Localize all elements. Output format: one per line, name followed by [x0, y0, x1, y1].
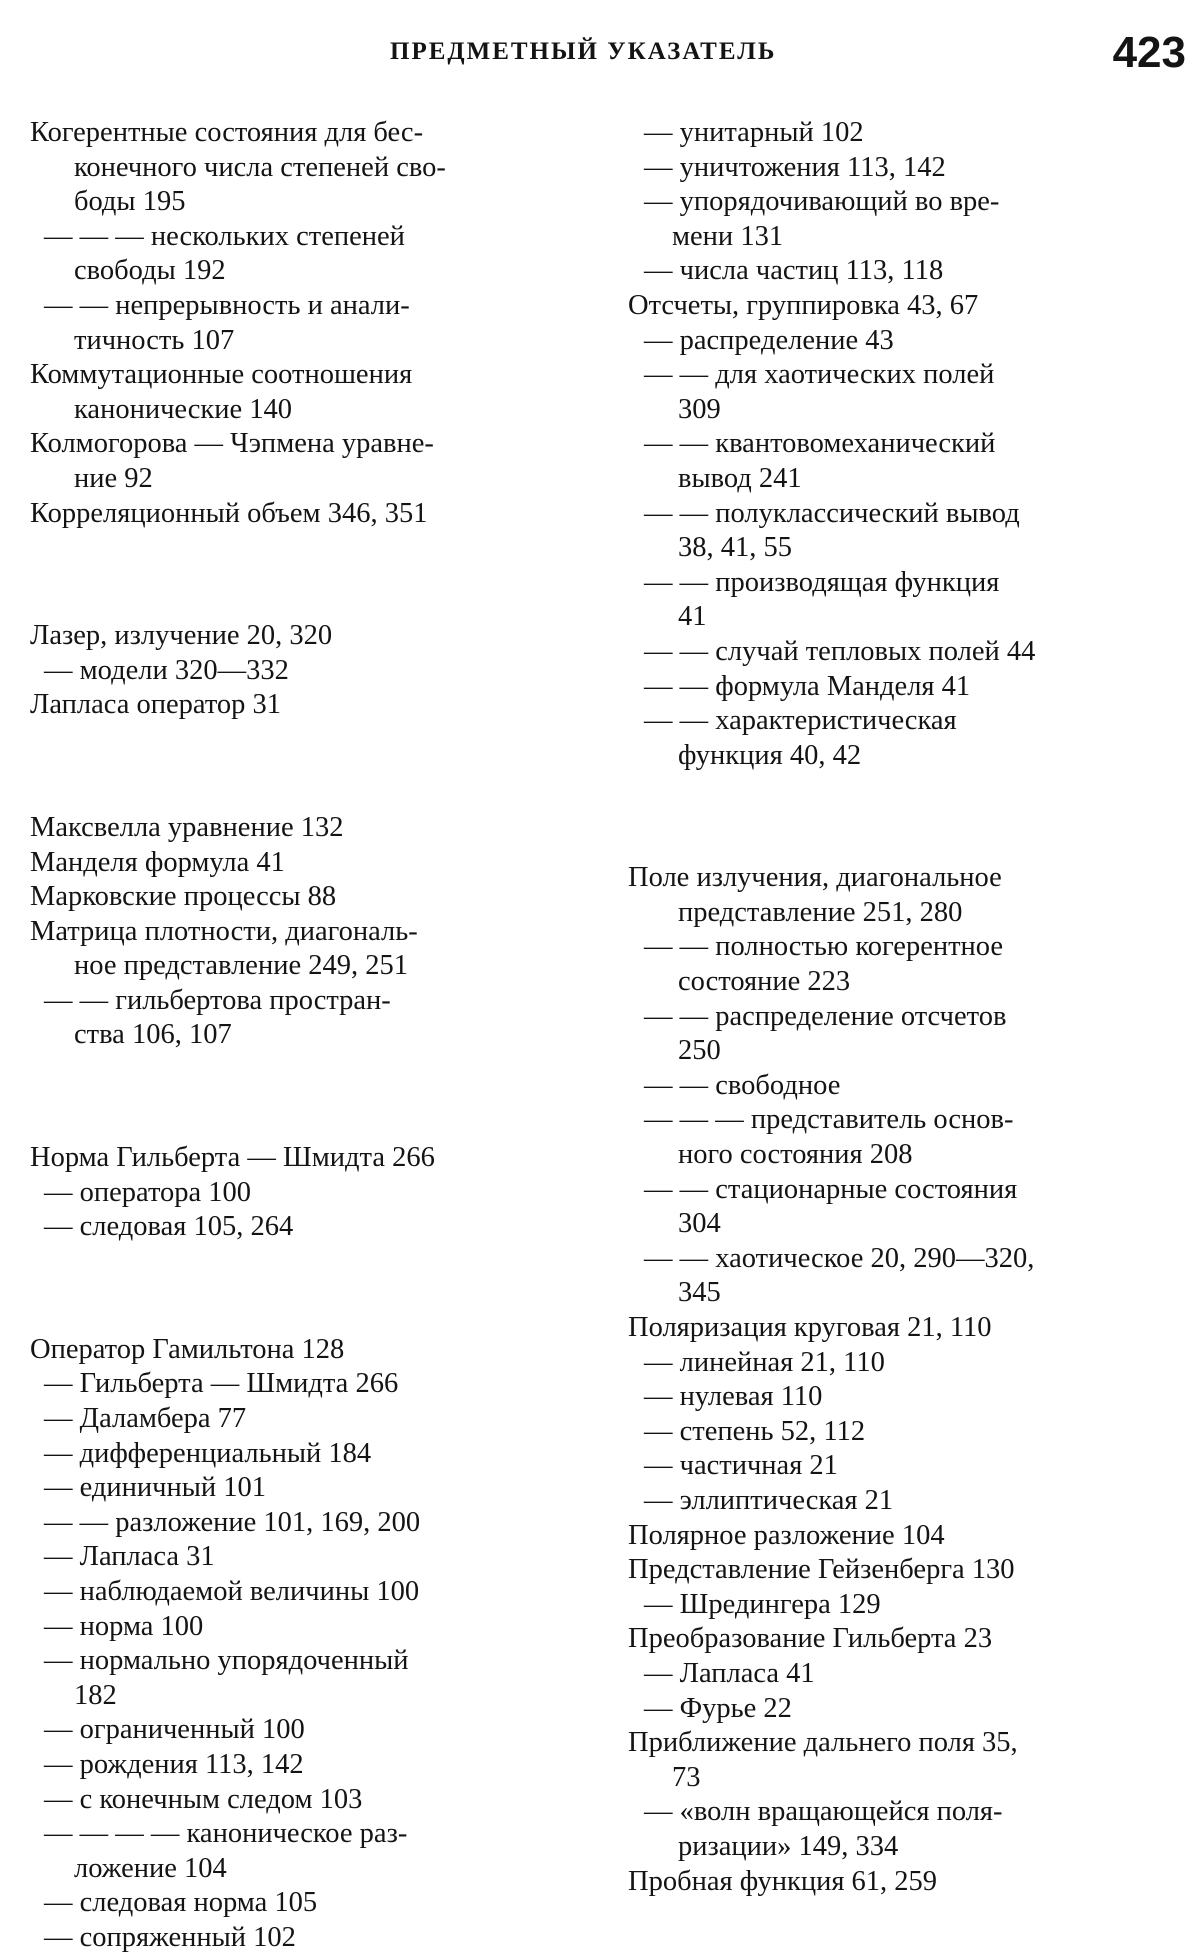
index-line: функция 40, 42 [678, 739, 862, 771]
index-line: Полярное разложение 104 [628, 1519, 945, 1551]
index-line: состояние 223 [678, 966, 851, 998]
index-line: — — характеристическая [644, 705, 957, 737]
index-line: — «волн вращающейся поля- [644, 1796, 1003, 1828]
index-line: 182 [74, 1679, 117, 1711]
index-line: Коммутационные соотношения [30, 359, 413, 391]
index-line: — Гильберта — Шмидта 266 [44, 1368, 399, 1400]
index-line: канонические 140 [74, 393, 293, 425]
index-line: 41 [678, 601, 707, 633]
index-line: — — формула Манделя 41 [644, 670, 971, 702]
index-line: ние 92 [74, 462, 153, 494]
index-line: Лапласа оператор 31 [30, 689, 282, 721]
index-line: — — полностью когерентное [644, 931, 1004, 963]
index-line: Корреляционный объем 346, 351 [30, 497, 428, 529]
index-line: — — разложение 101, 169, 200 [44, 1506, 421, 1538]
index-line: Приближение дальнего поля 35, [628, 1727, 1018, 1759]
index-line: Лазер, излучение 20, 320 [30, 620, 333, 652]
index-line: Манделя формула 41 [30, 846, 285, 878]
index-line: ное представление 249, 251 [74, 950, 408, 982]
index-line: — — непрерывность и анали- [44, 289, 410, 321]
index-line: — наблюдаемой величины 100 [44, 1576, 420, 1607]
index-line: — — случай тепловых полей 44 [644, 635, 1036, 667]
index-line: — — для хаотических полей [644, 359, 995, 391]
index-line: 250 [678, 1035, 721, 1067]
index-line: вывод 241 [678, 462, 802, 494]
index-line: Поляризация круговая 21, 110 [628, 1312, 992, 1343]
index-line: Отсчеты, группировка 43, 67 [628, 289, 979, 321]
index-line: 73 [672, 1761, 701, 1793]
index-line: — с конечным следом 103 [44, 1783, 363, 1815]
index-line: — эллиптическая 21 [644, 1484, 894, 1516]
index-line: — — производящая функция [644, 566, 1000, 598]
index-line: Когерентные состояния для бес- [30, 117, 424, 148]
index-line: — нормально упорядоченный [44, 1645, 409, 1677]
index-line: — ограниченный 100 [44, 1714, 305, 1746]
index-line: — — — представитель основ- [644, 1104, 1014, 1136]
index-line: — Шредингера 129 [644, 1588, 881, 1620]
index-line: — следовая 105, 264 [44, 1211, 294, 1243]
index-line: Представление Гейзенберга 130 [628, 1554, 1015, 1586]
page-number: 423 [1112, 28, 1186, 77]
index-line: — — распределение отсчетов [644, 1000, 1007, 1032]
index-line: мени 131 [672, 220, 784, 252]
left-column [30, 116, 590, 1956]
index-line: Норма Гильберта — Шмидта 266 [30, 1142, 435, 1174]
index-line: ного состояния 208 [678, 1139, 913, 1171]
index-line: — норма 100 [44, 1610, 204, 1642]
index-line: конечного числа степеней сво- [74, 151, 446, 183]
index-line: 345 [678, 1277, 721, 1309]
index-line: Поле излучения, диагональное [628, 862, 1002, 894]
index-line: — сопряженный 102 [44, 1921, 296, 1953]
index-line: Преобразование Гильберта 23 [628, 1623, 993, 1655]
index-line: — числа частиц 113, 118 [644, 255, 944, 287]
running-header [0, 28, 1200, 88]
index-line: 309 [678, 393, 721, 425]
index-line: — оператора 100 [44, 1176, 252, 1208]
index-line: — распределение 43 [644, 324, 894, 356]
index-line: — Фурье 22 [644, 1692, 792, 1724]
index-line: ложение 104 [74, 1852, 227, 1884]
index-line: — — квантовомеханический [644, 428, 996, 460]
index-line: — Лапласа 41 [644, 1657, 815, 1689]
index-line: — нулевая 110 [644, 1381, 823, 1413]
index-line: свободы 192 [74, 255, 226, 287]
index-line: — модели 320—332 [44, 654, 289, 686]
index-line: — упорядочивающий во вре- [644, 186, 1000, 218]
index-line: — дифференциальный 184 [44, 1437, 372, 1469]
index-line: 304 [678, 1208, 721, 1240]
index-line: Максвелла уравнение 132 [30, 811, 344, 843]
index-line: — рождения 113, 142 [44, 1748, 304, 1780]
index-line: — — свободное [644, 1069, 841, 1101]
index-line: ства 106, 107 [74, 1019, 232, 1051]
index-line: ризации» 149, 334 [678, 1830, 899, 1862]
index-line: боды 195 [74, 186, 186, 218]
index-line: — — хаотическое 20, 290—320, [644, 1242, 1035, 1274]
index-line: — — — нескольких степеней [44, 220, 405, 252]
index-line: Пробная функция 61, 259 [628, 1865, 938, 1897]
index-line: — линейная 21, 110 [644, 1346, 885, 1378]
index-line: — Даламбера 77 [44, 1403, 247, 1435]
index-line: — — гильбертова простран- [44, 984, 391, 1016]
index-line: — Лапласа 31 [44, 1541, 215, 1573]
index-line: — частичная 21 [644, 1450, 838, 1482]
index-line: — единичный 101 [44, 1472, 267, 1504]
index-line: Марковские процессы 88 [30, 881, 337, 913]
index-line: — — — — каноническое раз- [44, 1818, 408, 1850]
index-line: — следовая норма 105 [44, 1887, 318, 1919]
index-line: тичность 107 [74, 324, 235, 356]
index-line: Матрица плотности, диагональ- [30, 915, 418, 947]
index-line: представление 251, 280 [678, 896, 963, 928]
index-line: Оператор Гамильтона 128 [30, 1333, 345, 1365]
index-line: — — полуклассический вывод [644, 497, 1020, 529]
right-column [628, 116, 1188, 1899]
index-line: 38, 41, 55 [678, 532, 792, 564]
index-line: — уничтожения 113, 142 [644, 151, 946, 183]
index-line: — унитарный 102 [644, 117, 864, 148]
index-line: Колмогорова — Чэпмена уравне- [30, 428, 434, 460]
running-title: ПРЕДМЕТНЫЙ УКАЗАТЕЛЬ [390, 38, 777, 65]
index-line: — степень 52, 112 [644, 1415, 866, 1447]
index-line: — — стационарные состояния [644, 1173, 1018, 1205]
